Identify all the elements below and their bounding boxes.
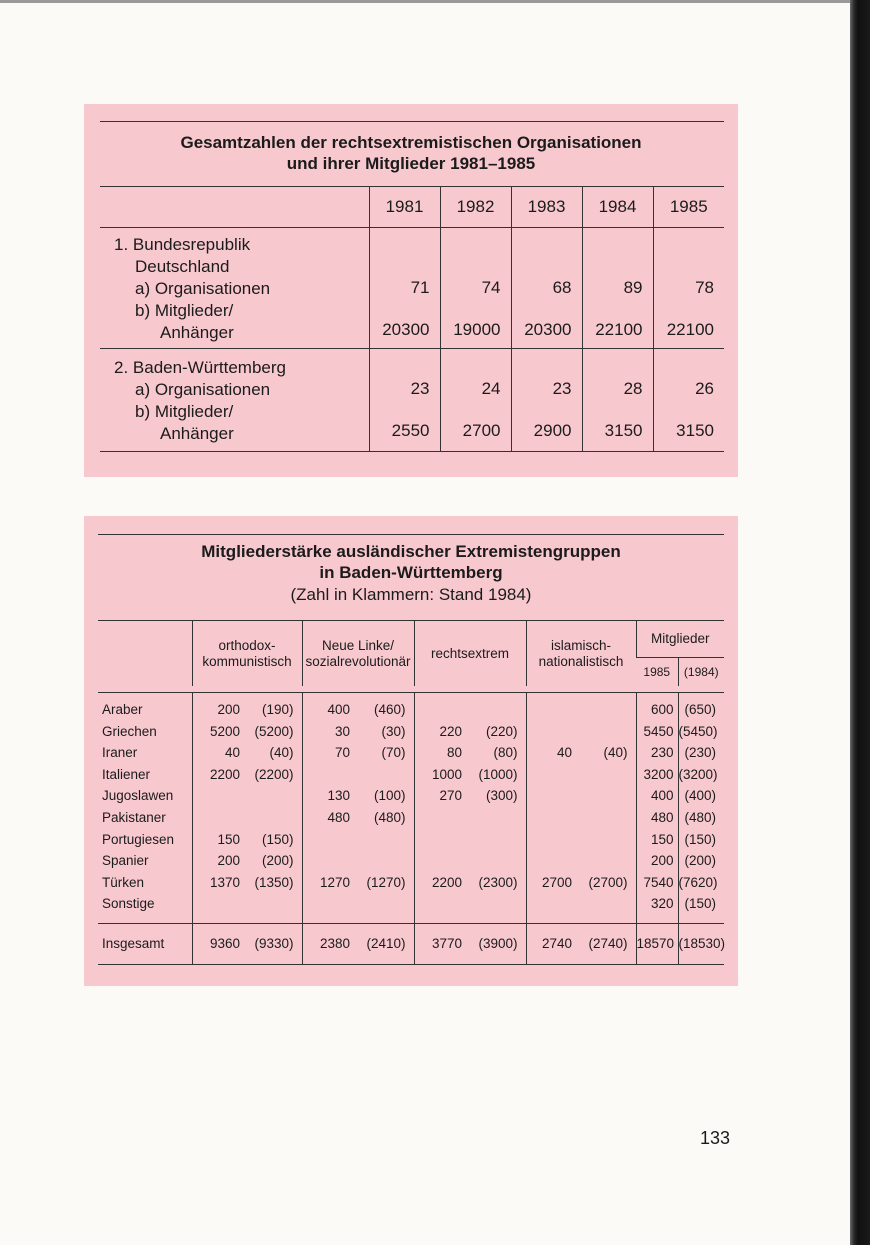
table1-corner — [100, 187, 369, 228]
row-label: Araber — [98, 693, 192, 721]
org-value: 71 — [410, 278, 430, 297]
values-1982 — [440, 228, 511, 349]
table-row — [98, 850, 724, 872]
table-row — [98, 785, 724, 807]
count-cell — [414, 850, 466, 872]
count-1984-cell: (300) — [485, 788, 518, 804]
count-1984-cell: (1350) — [254, 874, 294, 890]
count-cell — [192, 785, 244, 807]
count-1984-cell: (2200) — [254, 766, 294, 782]
count-cell: 30 — [302, 721, 354, 743]
count-1984-cell: (480) — [373, 809, 406, 825]
table-row — [98, 721, 724, 743]
table-row — [98, 742, 724, 764]
count-1984-cell: (1270) — [366, 874, 406, 890]
org-value: 78 — [695, 278, 714, 297]
count-1984-cell — [466, 807, 526, 829]
row-label: Italiener — [102, 766, 151, 782]
table-row — [98, 893, 724, 923]
values-1982 — [440, 349, 511, 452]
count-cell — [192, 807, 244, 829]
values-1983 — [511, 228, 582, 349]
count-1984-cell: (460) — [354, 693, 414, 721]
table1-panel — [84, 104, 738, 477]
count-cell — [414, 893, 466, 923]
table1-group-bundesrepublik — [100, 228, 724, 349]
label-line: 2. Baden-Württemberg — [114, 358, 286, 377]
header-line: sozialrevolutionär — [305, 653, 411, 669]
count-cell — [192, 893, 244, 923]
count-cell: 1000 — [414, 764, 466, 786]
count-cell: 5200 — [192, 721, 244, 743]
count-1984-cell — [576, 893, 636, 923]
count-1984-cell: (5450) — [678, 721, 724, 743]
table2-panel — [84, 516, 738, 986]
book-spine-edge — [850, 0, 870, 1245]
count-cell — [526, 764, 576, 786]
count-cell: 80 — [414, 742, 466, 764]
row-label: Iraner — [102, 745, 138, 761]
member-value: 3150 — [604, 421, 643, 440]
count-cell: 320 — [636, 893, 678, 923]
member-value: 20300 — [382, 320, 430, 339]
org-value: 74 — [481, 278, 501, 297]
count-1984-cell: (30) — [381, 723, 406, 739]
count-1984-cell: (200) — [261, 853, 294, 869]
count-1984-cell — [354, 829, 414, 851]
count-cell: 1370 — [192, 872, 244, 894]
values-1985 — [653, 349, 724, 452]
count-cell: 3770 — [414, 923, 466, 964]
row-label: Portugiesen — [102, 831, 175, 847]
count-1984-cell — [244, 785, 302, 807]
group-label — [100, 349, 369, 452]
group-label — [100, 228, 369, 349]
col-1985: 1985 — [643, 665, 671, 679]
count-1984-cell — [466, 829, 526, 851]
header-line: nationalistisch — [538, 653, 624, 669]
org-value: 68 — [552, 278, 572, 297]
year-1981: 1981 — [369, 187, 440, 228]
count-1984-cell — [354, 850, 414, 872]
count-1984-cell: (5200) — [254, 723, 294, 739]
label-line: b) Mitglieder/ — [135, 301, 234, 320]
count-1984-cell: (200) — [678, 850, 724, 872]
count-cell: 7540 — [636, 872, 678, 894]
count-1984-cell: (3900) — [466, 923, 526, 964]
table2 — [98, 620, 724, 686]
count-cell — [414, 807, 466, 829]
count-1984-cell — [466, 693, 526, 721]
count-cell: 70 — [302, 742, 354, 764]
count-1984-cell: (150) — [678, 893, 724, 923]
table1-group-baden-wuerttemberg — [100, 349, 724, 452]
values-1981 — [369, 349, 440, 452]
count-1984-cell: (40) — [603, 745, 628, 761]
count-cell: 150 — [636, 829, 678, 851]
header-line: rechtsextrem — [430, 645, 510, 661]
count-cell — [414, 693, 466, 721]
count-cell: 2700 — [526, 872, 576, 894]
count-cell: 130 — [302, 785, 354, 807]
count-1984-cell — [576, 829, 636, 851]
count-cell: 270 — [414, 785, 466, 807]
count-cell: 400 — [302, 693, 354, 721]
count-cell: 3200 — [636, 764, 678, 786]
count-cell — [526, 785, 576, 807]
count-cell — [526, 693, 576, 721]
table2-subtitle: (Zahl in Klammern: Stand 1984) — [290, 584, 532, 604]
table2-title-line2: in Baden-Württemberg — [319, 563, 503, 583]
count-1984-cell: (150) — [261, 831, 294, 847]
count-1984-cell: (9330) — [244, 923, 302, 964]
count-1984-cell — [576, 693, 636, 721]
count-1984-cell — [576, 785, 636, 807]
count-cell: 9360 — [192, 923, 244, 964]
table-row — [98, 872, 724, 894]
label-line: Anhänger — [160, 323, 234, 342]
count-cell: 480 — [636, 807, 678, 829]
member-value: 2900 — [533, 421, 572, 440]
year-1985: 1985 — [653, 187, 724, 228]
count-1984-cell — [466, 850, 526, 872]
col-rechtsextrem — [414, 621, 526, 687]
values-1985 — [653, 228, 724, 349]
table2-title — [84, 541, 738, 605]
count-1984-cell: (2300) — [478, 874, 518, 890]
org-value: 28 — [623, 379, 643, 398]
row-label: Spanier — [102, 853, 149, 869]
count-1984-cell — [576, 807, 636, 829]
count-cell: 200 — [636, 850, 678, 872]
count-1984-cell — [576, 764, 636, 786]
count-cell: 220 — [414, 721, 466, 743]
member-value: 22100 — [666, 320, 714, 339]
row-label: Griechen — [102, 723, 157, 739]
count-1984-cell: (150) — [678, 829, 724, 851]
total-row — [98, 923, 724, 964]
col-orthodox — [192, 621, 302, 687]
count-cell — [526, 721, 576, 743]
count-1984-cell: (220) — [485, 723, 518, 739]
count-1984-cell — [354, 893, 414, 923]
label-line: a) Organisationen — [135, 380, 271, 399]
table2-top-rule — [98, 534, 724, 535]
count-1984-cell: (7620) — [678, 872, 724, 894]
table1-header-row — [100, 187, 724, 228]
count-1984-cell: (70) — [381, 745, 406, 761]
count-1984-cell: (230) — [678, 742, 724, 764]
org-value: 26 — [695, 379, 714, 398]
count-1984-cell: (400) — [678, 785, 724, 807]
count-cell: 18570 — [636, 923, 678, 964]
count-cell — [526, 829, 576, 851]
year-1984: 1984 — [582, 187, 653, 228]
table2-corner — [98, 621, 192, 687]
row-label: Pakistaner — [102, 809, 166, 825]
count-1984-cell — [576, 721, 636, 743]
page-number: 133 — [700, 1128, 731, 1148]
values-1984 — [582, 228, 653, 349]
count-1984-cell — [244, 807, 302, 829]
count-cell — [302, 893, 354, 923]
count-cell: 150 — [192, 829, 244, 851]
table-row — [98, 829, 724, 851]
table-row — [98, 693, 724, 721]
count-cell: 40 — [192, 742, 244, 764]
table2-body — [98, 692, 724, 965]
count-1984-cell: (650) — [678, 693, 724, 721]
count-cell: 2380 — [302, 923, 354, 964]
table1-title — [84, 132, 738, 175]
count-1984-cell — [576, 850, 636, 872]
count-cell — [526, 850, 576, 872]
table1-title-line2: und ihrer Mitglieder 1981–1985 — [286, 154, 536, 174]
count-1984-cell: (40) — [269, 745, 294, 761]
count-cell: 400 — [636, 785, 678, 807]
page-top-edge — [0, 0, 850, 3]
count-1984-cell — [466, 893, 526, 923]
col-neue-linke — [302, 621, 414, 687]
count-cell: 200 — [192, 693, 244, 721]
count-1984-cell — [244, 893, 302, 923]
count-cell: 200 — [192, 850, 244, 872]
count-cell: 5450 — [636, 721, 678, 743]
table1-top-rule — [100, 121, 724, 122]
member-value: 3150 — [676, 421, 714, 440]
label-line: a) Organisationen — [135, 279, 271, 298]
count-cell: 600 — [636, 693, 678, 721]
row-label: Sonstige — [102, 896, 155, 912]
count-1984-cell — [354, 764, 414, 786]
count-cell: 2200 — [414, 872, 466, 894]
count-cell: 2740 — [526, 923, 576, 964]
row-label: Jugoslawen — [102, 788, 174, 804]
table2-header-row1 — [98, 621, 724, 658]
label-line: Deutschland — [135, 257, 230, 276]
table-row — [98, 807, 724, 829]
count-cell: 1270 — [302, 872, 354, 894]
count-1984-cell: (2740) — [576, 923, 636, 964]
table1-title-line1: Gesamtzahlen der rechtsextremistischen Organisationen — [180, 133, 642, 152]
count-cell — [302, 764, 354, 786]
values-1981 — [369, 228, 440, 349]
count-cell: 2200 — [192, 764, 244, 786]
count-1984-cell: (18530) — [678, 923, 724, 964]
label-line: b) Mitglieder/ — [135, 402, 234, 421]
header-line: orthodox- — [218, 637, 276, 653]
count-1984-cell: (2410) — [354, 923, 414, 964]
member-value: 19000 — [453, 320, 501, 339]
count-cell — [526, 807, 576, 829]
year-1982: 1982 — [440, 187, 511, 228]
count-cell — [414, 829, 466, 851]
row-label: Türken — [102, 874, 145, 890]
table-row — [98, 764, 724, 786]
label-line: 1. Bundesrepublik — [114, 235, 251, 254]
org-value: 23 — [410, 379, 430, 398]
org-value: 89 — [623, 278, 643, 297]
values-1984 — [582, 349, 653, 452]
count-1984-cell: (100) — [373, 788, 406, 804]
count-1984-cell: (190) — [244, 693, 302, 721]
count-1984-cell: (2700) — [588, 874, 628, 890]
count-1984-cell: (80) — [493, 745, 518, 761]
count-1984-cell: (3200) — [678, 764, 724, 786]
count-1984-cell: (480) — [678, 807, 724, 829]
org-value: 23 — [552, 379, 572, 398]
header-line: kommunistisch — [202, 653, 292, 669]
member-value: 2550 — [391, 421, 430, 440]
table1 — [100, 186, 724, 452]
count-1984-cell: (1000) — [478, 766, 518, 782]
col-islamisch — [526, 621, 636, 687]
count-cell — [526, 893, 576, 923]
row-label: Insgesamt — [98, 923, 192, 964]
member-value: 2700 — [462, 421, 501, 440]
header-line: Neue Linke/ — [321, 637, 395, 653]
member-value: 20300 — [524, 320, 572, 339]
label-line: Anhänger — [160, 424, 234, 443]
count-cell: 480 — [302, 807, 354, 829]
table2-title-line1: Mitgliederstärke ausländischer Extremistengruppen — [201, 542, 621, 561]
year-1983: 1983 — [511, 187, 582, 228]
col-1984: (1984) — [678, 658, 724, 687]
col-mitglieder: Mitglieder — [636, 621, 724, 658]
org-value: 24 — [481, 379, 501, 398]
values-1983 — [511, 349, 582, 452]
count-cell — [302, 829, 354, 851]
member-value: 22100 — [595, 320, 643, 339]
count-cell: 40 — [526, 742, 576, 764]
header-line: islamisch- — [551, 637, 612, 653]
count-cell — [302, 850, 354, 872]
count-cell: 230 — [636, 742, 678, 764]
